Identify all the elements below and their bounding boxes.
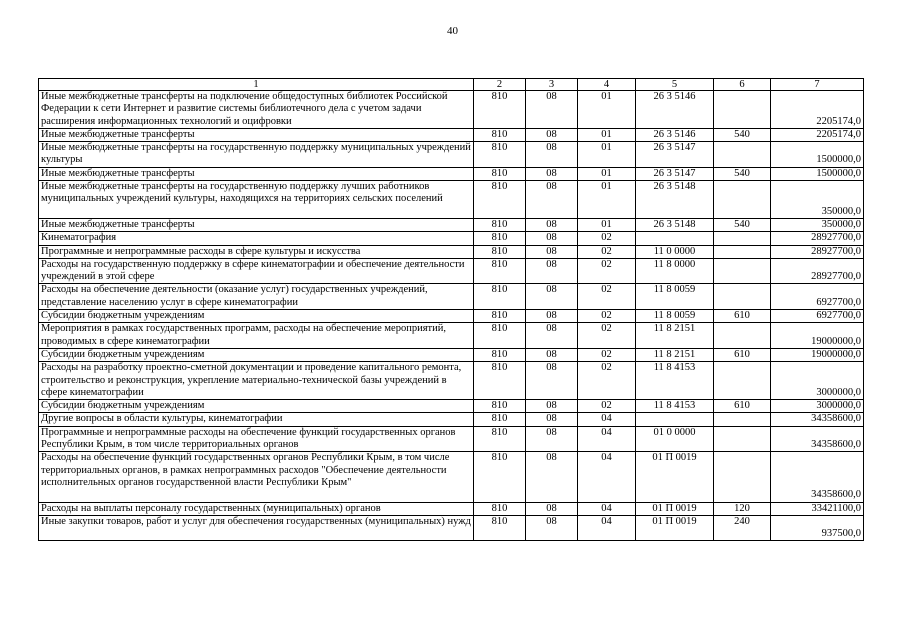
row-name-cell: Субсидии бюджетным учреждениям — [39, 348, 474, 361]
row-amount-cell: 28927700,0 — [771, 232, 864, 245]
row-expense-type-cell — [714, 232, 771, 245]
row-amount-cell: 34358600,0 — [771, 452, 864, 502]
row-expense-type-cell — [714, 245, 771, 258]
table-row — [39, 426, 864, 452]
row-name-cell: Субсидии бюджетным учреждениям — [39, 400, 474, 413]
row-expense-type-cell: 540 — [714, 128, 771, 141]
row-amount-cell: 6927700,0 — [771, 310, 864, 323]
header-cell: 5 — [636, 79, 714, 91]
row-expense-type-cell: 540 — [714, 218, 771, 231]
row-amount-cell: 350000,0 — [771, 181, 864, 219]
row-section-cell: 08 — [526, 515, 578, 541]
row-section-cell: 08 — [526, 142, 578, 168]
header-cell: 4 — [578, 79, 636, 91]
row-amount-cell: 1500000,0 — [771, 142, 864, 168]
row-target-article-cell — [636, 232, 714, 245]
header-row — [39, 79, 864, 91]
row-name-cell: Программные и непрограммные расходы в сфере культуры и искусства — [39, 245, 474, 258]
table-row — [39, 515, 864, 541]
row-amount-cell: 19000000,0 — [771, 323, 864, 349]
row-name-cell: Кинематография — [39, 232, 474, 245]
row-section-cell: 08 — [526, 323, 578, 349]
row-subsection-cell: 01 — [578, 142, 636, 168]
row-target-article-cell: 01 П 0019 — [636, 452, 714, 502]
row-name-cell: Расходы на обеспечение деятельности (оказание услуг) государственных учреждений, представление населению услуг в сфере кинематографии — [39, 284, 474, 310]
row-amount-cell: 3000000,0 — [771, 400, 864, 413]
row-subsection-cell: 01 — [578, 218, 636, 231]
row-expense-type-cell: 610 — [714, 400, 771, 413]
row-subsection-cell: 04 — [578, 413, 636, 426]
row-name-cell: Мероприятия в рамках государственных программ, расходы на обеспечение мероприятий, проводимых в сфере кинематографии — [39, 323, 474, 349]
table-row — [39, 502, 864, 515]
row-code-cell: 810 — [474, 142, 526, 168]
row-section-cell: 08 — [526, 167, 578, 180]
row-expense-type-cell: 120 — [714, 502, 771, 515]
row-target-article-cell: 11 8 4153 — [636, 362, 714, 400]
header-cell: 7 — [771, 79, 864, 91]
header-cell: 2 — [474, 79, 526, 91]
row-amount-cell: 6927700,0 — [771, 284, 864, 310]
row-expense-type-cell: 610 — [714, 310, 771, 323]
table-row — [39, 310, 864, 323]
row-expense-type-cell — [714, 91, 771, 129]
row-section-cell: 08 — [526, 181, 578, 219]
table-row — [39, 232, 864, 245]
row-name-cell: Иные межбюджетные трансферты — [39, 128, 474, 141]
row-code-cell: 810 — [474, 310, 526, 323]
row-code-cell: 810 — [474, 502, 526, 515]
table-row — [39, 400, 864, 413]
row-amount-cell: 33421100,0 — [771, 502, 864, 515]
row-target-article-cell: 26 3 5146 — [636, 91, 714, 129]
row-code-cell: 810 — [474, 400, 526, 413]
table-row — [39, 348, 864, 361]
row-code-cell: 810 — [474, 323, 526, 349]
row-expense-type-cell — [714, 142, 771, 168]
row-target-article-cell: 11 8 0000 — [636, 258, 714, 284]
table-row — [39, 323, 864, 349]
row-code-cell: 810 — [474, 426, 526, 452]
row-subsection-cell: 02 — [578, 362, 636, 400]
row-subsection-cell: 04 — [578, 426, 636, 452]
row-amount-cell: 28927700,0 — [771, 245, 864, 258]
row-target-article-cell: 26 3 5148 — [636, 181, 714, 219]
row-target-article-cell: 11 8 2151 — [636, 323, 714, 349]
row-name-cell: Расходы на выплаты персоналу государственных (муниципальных) органов — [39, 502, 474, 515]
table-row — [39, 91, 864, 129]
row-amount-cell: 2205174,0 — [771, 128, 864, 141]
row-code-cell: 810 — [474, 91, 526, 129]
table-row — [39, 128, 864, 141]
header-cell: 3 — [526, 79, 578, 91]
table-row — [39, 218, 864, 231]
row-subsection-cell: 04 — [578, 515, 636, 541]
row-subsection-cell: 02 — [578, 232, 636, 245]
row-subsection-cell: 02 — [578, 284, 636, 310]
row-section-cell: 08 — [526, 502, 578, 515]
row-amount-cell: 34358600,0 — [771, 426, 864, 452]
row-target-article-cell: 01 П 0019 — [636, 502, 714, 515]
row-name-cell: Другие вопросы в области культуры, кинематографии — [39, 413, 474, 426]
row-amount-cell: 937500,0 — [771, 515, 864, 541]
row-amount-cell: 28927700,0 — [771, 258, 864, 284]
row-expense-type-cell — [714, 323, 771, 349]
row-section-cell: 08 — [526, 413, 578, 426]
row-code-cell: 810 — [474, 232, 526, 245]
row-section-cell: 08 — [526, 426, 578, 452]
row-name-cell: Программные и непрограммные расходы на обеспечение функций государственных органов Республики Крым, в том числе территориальных органов — [39, 426, 474, 452]
row-subsection-cell: 02 — [578, 348, 636, 361]
row-expense-type-cell — [714, 426, 771, 452]
row-name-cell: Иные межбюджетные трансферты на государственную поддержку лучших работников муниципальных учреждений культуры, находящихся на территориях сельских поселений — [39, 181, 474, 219]
row-expense-type-cell: 610 — [714, 348, 771, 361]
row-code-cell: 810 — [474, 245, 526, 258]
row-amount-cell: 3000000,0 — [771, 362, 864, 400]
table-row — [39, 413, 864, 426]
row-subsection-cell: 02 — [578, 400, 636, 413]
row-amount-cell: 19000000,0 — [771, 348, 864, 361]
header-cell: 1 — [39, 79, 474, 91]
table-row — [39, 284, 864, 310]
row-target-article-cell: 26 3 5147 — [636, 167, 714, 180]
row-subsection-cell: 01 — [578, 167, 636, 180]
row-section-cell: 08 — [526, 258, 578, 284]
table-row — [39, 142, 864, 168]
table-row — [39, 245, 864, 258]
row-subsection-cell: 02 — [578, 245, 636, 258]
row-code-cell: 810 — [474, 348, 526, 361]
row-amount-cell: 1500000,0 — [771, 167, 864, 180]
row-target-article-cell: 11 8 0059 — [636, 310, 714, 323]
row-section-cell: 08 — [526, 362, 578, 400]
row-code-cell: 810 — [474, 218, 526, 231]
row-target-article-cell: 11 8 0059 — [636, 284, 714, 310]
row-amount-cell: 34358600,0 — [771, 413, 864, 426]
row-name-cell: Расходы на обеспечение функций государственных органов Республики Крым, в том числе территориальных органов, в рамках непрограммных расходов "Обеспечение деятельности исполнительных органов государственной власти Республики Крым" — [39, 452, 474, 502]
row-target-article-cell — [636, 413, 714, 426]
row-subsection-cell: 01 — [578, 181, 636, 219]
row-amount-cell: 2205174,0 — [771, 91, 864, 129]
row-code-cell: 810 — [474, 515, 526, 541]
row-subsection-cell: 04 — [578, 452, 636, 502]
row-section-cell: 08 — [526, 284, 578, 310]
table-row — [39, 362, 864, 400]
row-code-cell: 810 — [474, 167, 526, 180]
row-section-cell: 08 — [526, 128, 578, 141]
row-code-cell: 810 — [474, 413, 526, 426]
row-target-article-cell: 26 3 5147 — [636, 142, 714, 168]
table-row — [39, 167, 864, 180]
row-section-cell: 08 — [526, 245, 578, 258]
budget-table — [38, 78, 864, 541]
row-section-cell: 08 — [526, 310, 578, 323]
row-expense-type-cell — [714, 452, 771, 502]
row-section-cell: 08 — [526, 91, 578, 129]
row-expense-type-cell — [714, 284, 771, 310]
row-target-article-cell: 11 8 4153 — [636, 400, 714, 413]
row-code-cell: 810 — [474, 362, 526, 400]
row-expense-type-cell: 240 — [714, 515, 771, 541]
row-subsection-cell: 02 — [578, 310, 636, 323]
row-target-article-cell: 26 3 5148 — [636, 218, 714, 231]
header-cell: 6 — [714, 79, 771, 91]
row-expense-type-cell — [714, 413, 771, 426]
row-subsection-cell: 01 — [578, 128, 636, 141]
page-number: 40 — [447, 25, 458, 37]
row-amount-cell: 350000,0 — [771, 218, 864, 231]
row-expense-type-cell — [714, 181, 771, 219]
row-name-cell: Субсидии бюджетным учреждениям — [39, 310, 474, 323]
row-target-article-cell: 26 3 5146 — [636, 128, 714, 141]
row-target-article-cell: 11 0 0000 — [636, 245, 714, 258]
row-name-cell: Иные межбюджетные трансферты на государственную поддержку муниципальных учреждений культуры — [39, 142, 474, 168]
row-subsection-cell: 04 — [578, 502, 636, 515]
row-name-cell: Расходы на государственную поддержку в сфере кинематографии и обеспечение деятельности учреждений в этой сфере — [39, 258, 474, 284]
row-code-cell: 810 — [474, 284, 526, 310]
row-name-cell: Расходы на разработку проектно-сметной документации и проведение капитального ремонта, строительство и реконструкция, укрепление материально-технической базы учреждений в сфере кинематографии — [39, 362, 474, 400]
row-code-cell: 810 — [474, 258, 526, 284]
row-name-cell: Иные межбюджетные трансферты — [39, 167, 474, 180]
row-section-cell: 08 — [526, 348, 578, 361]
row-target-article-cell: 11 8 2151 — [636, 348, 714, 361]
row-expense-type-cell — [714, 258, 771, 284]
row-expense-type-cell: 540 — [714, 167, 771, 180]
row-target-article-cell: 01 0 0000 — [636, 426, 714, 452]
row-section-cell: 08 — [526, 452, 578, 502]
table-row — [39, 452, 864, 502]
row-name-cell: Иные закупки товаров, работ и услуг для обеспечения государственных (муниципальных) нужд — [39, 515, 474, 541]
row-subsection-cell: 02 — [578, 258, 636, 284]
row-code-cell: 810 — [474, 452, 526, 502]
row-subsection-cell: 01 — [578, 91, 636, 129]
table-row — [39, 258, 864, 284]
row-target-article-cell: 01 П 0019 — [636, 515, 714, 541]
row-section-cell: 08 — [526, 400, 578, 413]
row-name-cell: Иные межбюджетные трансферты на подключение общедоступных библиотек Российской Федерации к сети Интернет и развитие системы библиотечного дела с учетом задачи расширения информационных технологий и оцифровки — [39, 91, 474, 129]
row-section-cell: 08 — [526, 232, 578, 245]
row-expense-type-cell — [714, 362, 771, 400]
table-row — [39, 181, 864, 219]
row-subsection-cell: 02 — [578, 323, 636, 349]
row-section-cell: 08 — [526, 218, 578, 231]
row-code-cell: 810 — [474, 128, 526, 141]
row-name-cell: Иные межбюджетные трансферты — [39, 218, 474, 231]
row-code-cell: 810 — [474, 181, 526, 219]
